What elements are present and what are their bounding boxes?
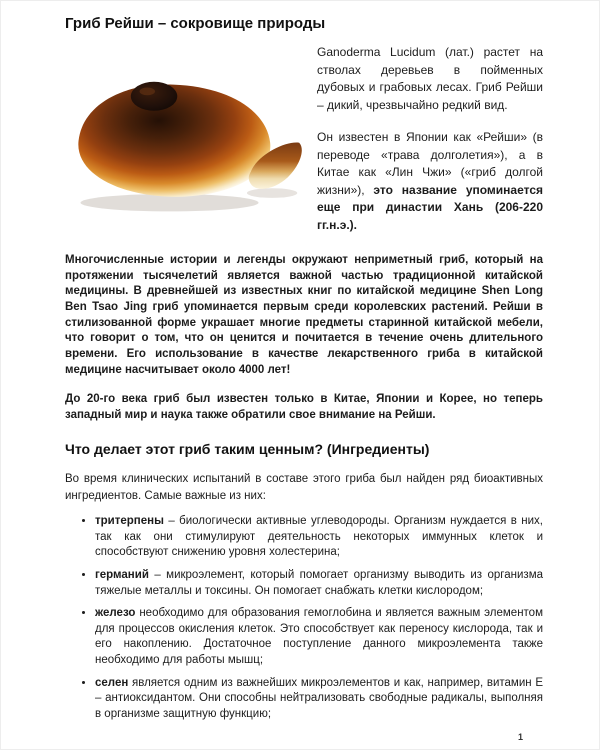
- list-item: [95, 606, 543, 669]
- intro-paragraph-2: [317, 129, 543, 234]
- mushroom-illustration: [65, 46, 305, 222]
- ingredient-term: тритерпены: [95, 515, 164, 528]
- body-paragraph-2: До 20-го века гриб был известен только в Китае, Японии и Корее, но теперь западный мир и наука также обратили свое внимание на Рейши.: [65, 393, 543, 421]
- ingredient-text: – микроэлемент, который помогает организму выводить из организма тяжелые металлы и токсины. Он помогает снабжать клетки кислородом;: [95, 568, 543, 597]
- ingredient-text: необходимо для образования гемоглобина и является важным элементом для процессов окисления клеток. Это способствует как переносу кислорода, так и его накоплению. Достаточное поступление данного микроэлемента также необходимо для работы мышц;: [95, 607, 543, 667]
- list-item: [95, 568, 543, 599]
- ingredient-term: железо: [95, 607, 136, 620]
- body-paragraph-1: Многочисленные истории и легенды окружают неприметный гриб, который на протяжении тысячелетий является важной частью традиционной китайской медицины. В древнейшей из известных книг по китайской медицине Shen Long Ben Tsao Jing гриб упоминается первым среди королевских растений. Рейши в стилизованной форме украшает многие предметы старинной китайской мебели, что говорит о том, что он ценится и почитается в течение очень длительного времени. Его использование в качестве лекарственного гриба в китайской медицине насчитывает около 4000 лет!: [65, 254, 543, 376]
- ingredients-list: [71, 514, 543, 723]
- intro-right-column: [317, 44, 543, 249]
- intro-paragraph-2-normal: Он известен в Японии как «Рейши» (в переводе «трава долголетия»), а в Китае как «Лин Чжи» («гриб долгой жизни»),: [317, 130, 543, 197]
- section-intro-paragraph: Во время клинических испытаний в составе этого гриба был найден ряд биоактивных ингредиентов. Самые важные из них:: [65, 473, 543, 502]
- ingredient-term: селен: [95, 676, 129, 689]
- intro-paragraph-2-bold: это название упоминается еще при династии Хань (206-220 гг.н.э.).: [317, 182, 543, 232]
- ingredient-text: является одним из важнейших микроэлементов и как, например, витамин Е – антиоксидантом. Они способны нейтрализовать свободные радикалы, выполняя в организме защитную функцию;: [95, 676, 543, 720]
- list-item: [95, 676, 543, 723]
- section-heading-ingredients: Что делает этот гриб таким ценным? (Ингредиенты): [65, 441, 430, 458]
- page-number: 1: [517, 732, 523, 742]
- list-item: [95, 514, 543, 561]
- ingredient-text: – биологически активные углеводороды. Организм нуждается в них, так как они стимулируют деятельность некоторых иммунных клеток и способствуют снижению уровня холестерина;: [95, 515, 543, 559]
- intro-paragraph-1: Ganoderma Lucidum (лат.) растет на стволах деревьев в пойменных дубовых и грабовых лесах. Гриб Рейши – дикий, чрезвычайно редкий вид.: [317, 45, 543, 112]
- ingredient-term: германий: [95, 568, 149, 581]
- page-title: Гриб Рейши – сокровище природы: [65, 15, 326, 32]
- reishi-mushroom-photo: [65, 46, 305, 222]
